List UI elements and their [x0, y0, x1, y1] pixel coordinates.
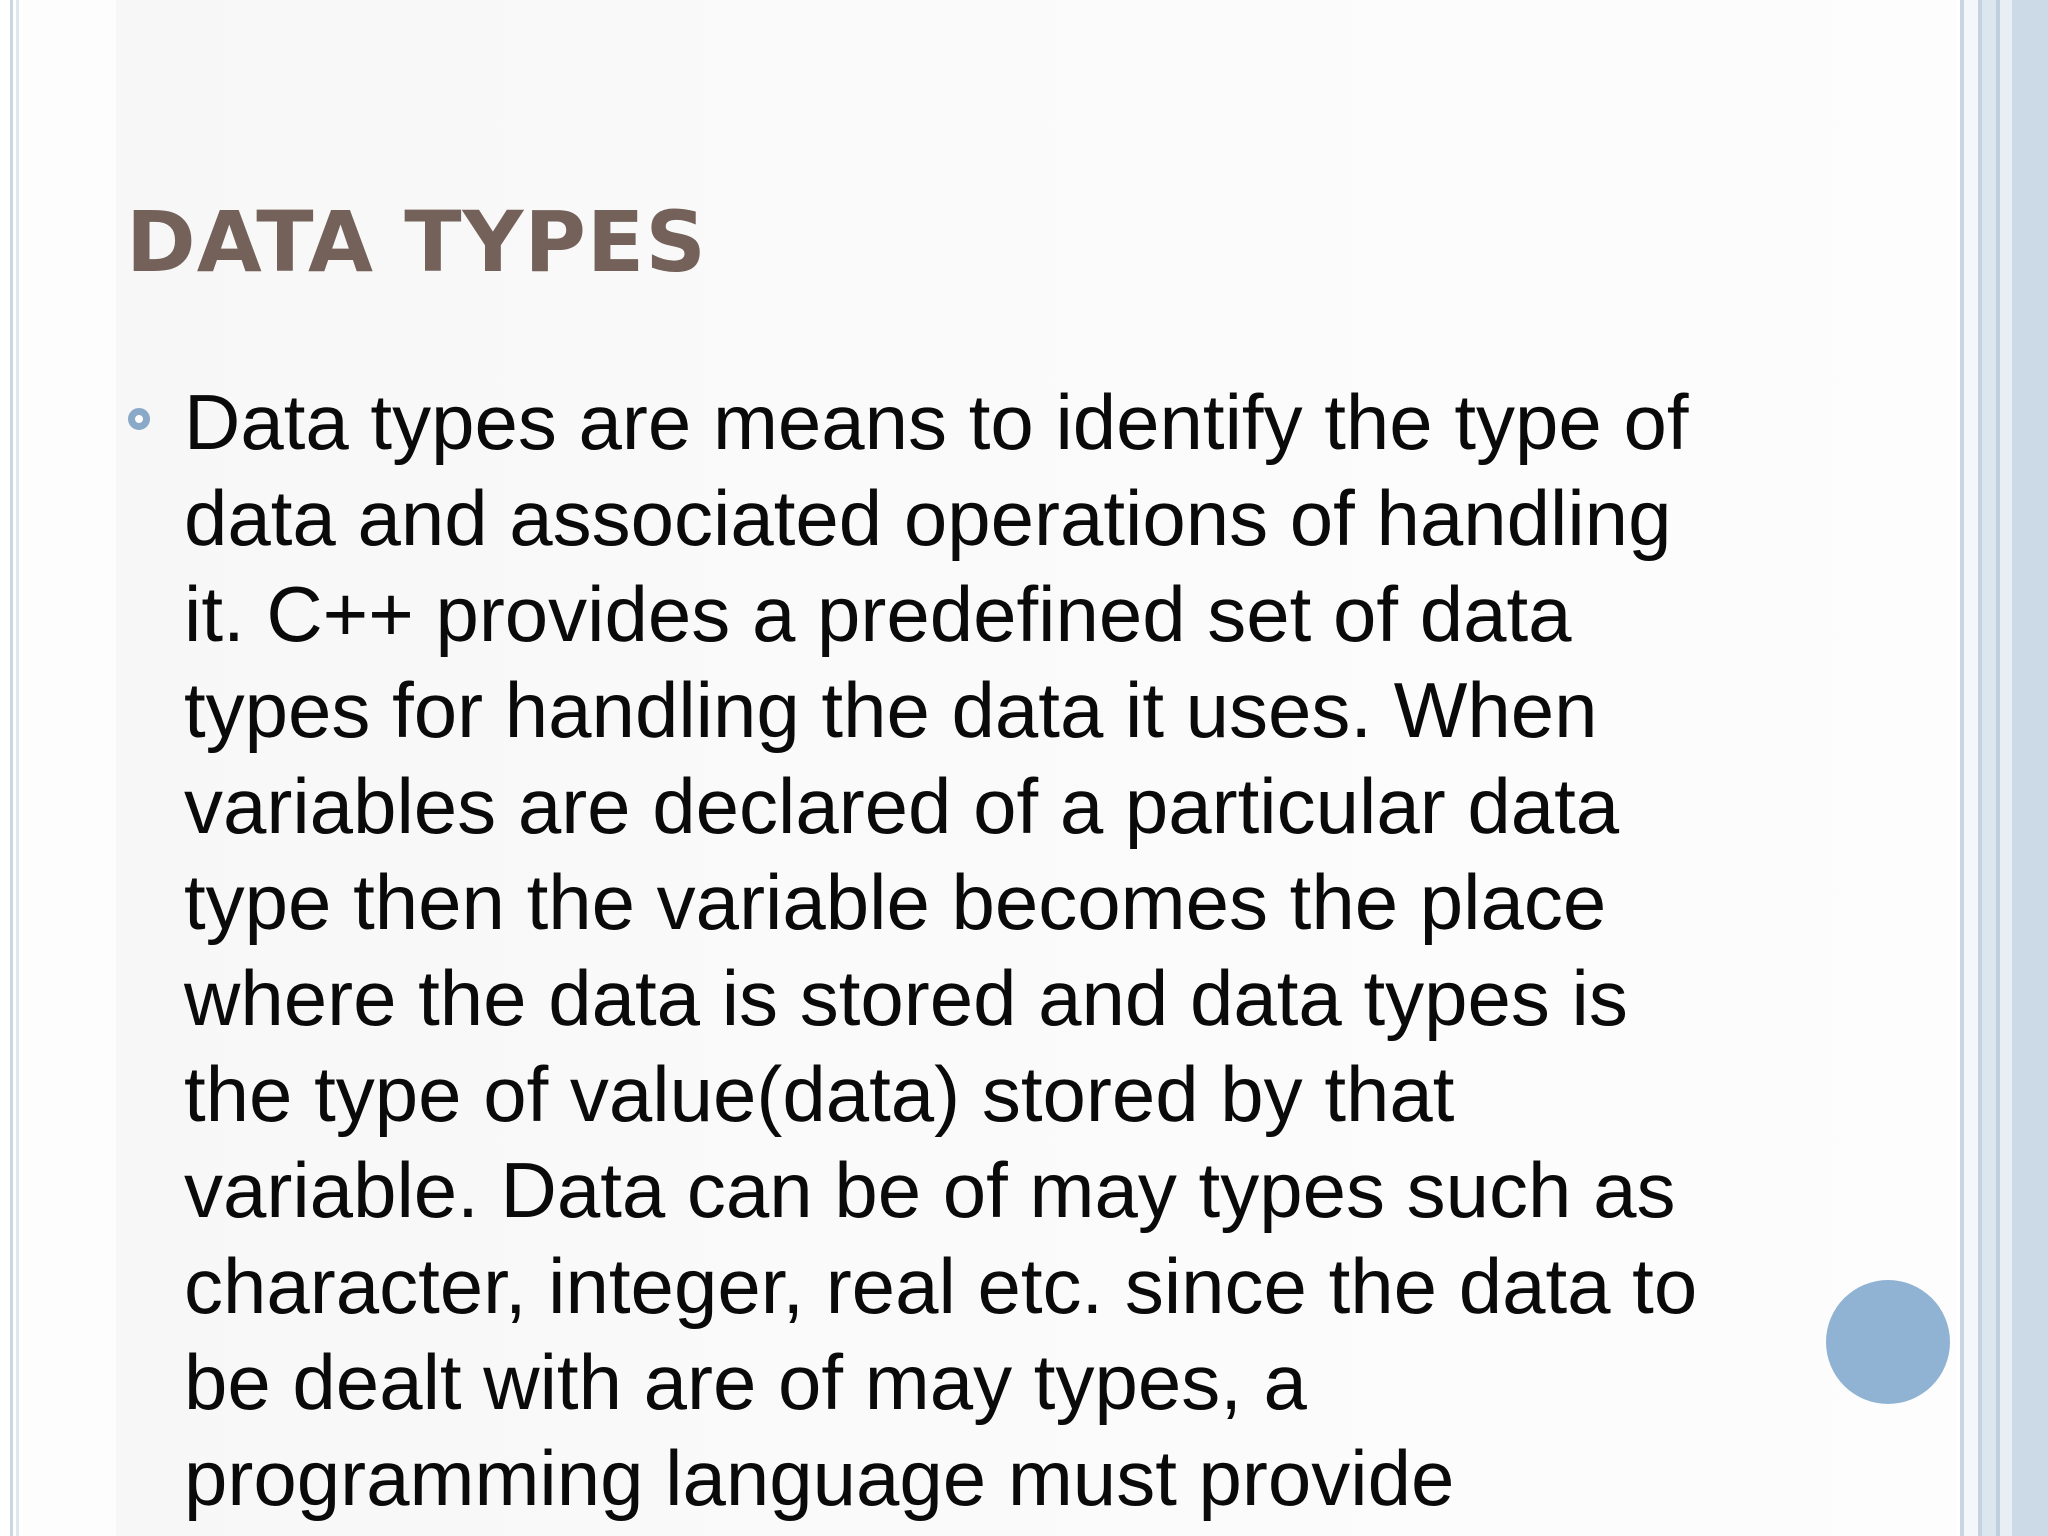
bullet-text-line: programming language must provide	[184, 1434, 1455, 1522]
bullet-text-line: types for handling the data it uses. When	[184, 666, 1598, 754]
bullet-text-line: type then the variable becomes the place	[184, 858, 1607, 946]
bullet-text	[184, 374, 1784, 1526]
bullet-text-line: the type of value(data) stored by that	[184, 1050, 1455, 1138]
bullet-text-line: Data types are means to identify the type of	[184, 378, 1689, 466]
bullet-text-line: where the data is stored and data types is	[184, 954, 1628, 1042]
bullet-text-line: data and associated operations of handling	[184, 474, 1672, 562]
left-border-decoration	[0, 0, 22, 1536]
bullet-text-line: it. C++ provides a predefined set of data	[184, 570, 1572, 658]
slide-title: DATA TYPES	[126, 193, 707, 291]
bullet-text-line: variable. Data can be of may types such as	[184, 1146, 1676, 1234]
bullet-text-line: variables are declared of a particular data	[184, 762, 1620, 850]
right-border-decoration	[1956, 0, 2048, 1536]
filled-circle-icon	[1826, 1280, 1950, 1404]
bullet-icon	[128, 408, 150, 430]
bullet-text-line: character, integer, real etc. since the data to	[184, 1242, 1698, 1330]
bullet-text-line: be dealt with are of may types, a	[184, 1338, 1307, 1426]
